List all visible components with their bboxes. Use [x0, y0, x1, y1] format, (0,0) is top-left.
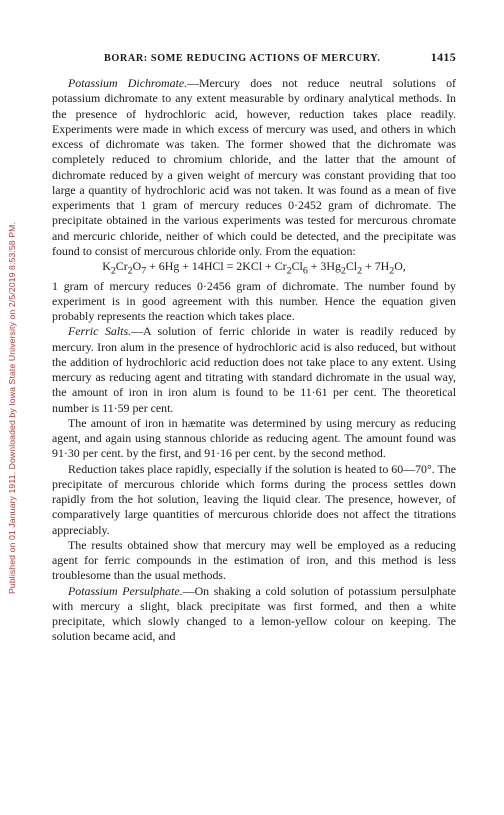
page-number: 1415 [430, 50, 456, 64]
paragraph-text-block [52, 462, 456, 538]
watermark-text: Published on 01 January 1911. Downloaded by Iowa State University on 2/5/2019 8:53:58 PM. [7, 221, 18, 594]
paragraph-text: —Mercury does not reduce neutral solutions of potassium dichromate to any extent measurable by ordinary analytical methods. In the presence of hydrochloric acid, however, reduction takes place readily. Experiments were made in which excess of mercury was used, and others in which excess of dichromate was taken. The former showed that the dichromate was completely reduced to chromium chloride, and the latter that the amount of dichromate reduced by a given weight of mercury was constant providing that too large a quantity of hydrochloric acid was not taken. It was found as a mean of five experiments that 1 gram of mercury reduces 0·2452 gram of dichromate. The precipitate obtained in the various experiments was tested for mercurous chromate and mercuric chloride, neither of which could be detected, and the precipitate was found to consist of mercurous chloride only. From the equation: [52, 76, 457, 258]
paragraph-text: The results obtained show that mercury may well be employed as a reducing agent for ferric compounds in the estimation of iron, and this method is less troublesome than the usual methods. [52, 537, 456, 583]
section-head-dichromate: Potassium Dichromate. [68, 76, 188, 90]
paragraph-text-block [52, 279, 456, 325]
download-watermark [2, 0, 22, 815]
paragraph-text-block [52, 416, 456, 462]
paragraph-text: —A solution of ferric chloride in water is readily reduced by mercury. Iron alum in the presence of hydrochloric acid is also reduced, but without the addition of hydrochloric acid reduction does not take place to any extent. Using mercury as reducing agent and titrating with standard dichromate in the usual way, the amount of iron in iron alum is found to be 11·61 per cent. The theoretical number is 11·59 per cent. [52, 324, 457, 415]
paragraph-dichromate [52, 76, 456, 259]
paragraph-ferric-salts [52, 324, 456, 416]
section-head-persulphate: Potassium Persulphate. [68, 583, 183, 598]
paragraph-text: 1 gram of mercury reduces 0·2456 gram of dichromate. The number found by experiment is in good agreement with this number. Hence the equation given probably represents the reaction which takes place. [52, 278, 456, 324]
paragraph-text: Reduction takes place rapidly, especially if the solution is heated to 60—70°. The precipitate of mercurous chloride which forms during the process settles down rapidly from the hot solution, leaving the liquid clear. The presence, however, of comparatively large quantities of mercurous chloride does not affect the titrations appreciably. [52, 461, 456, 537]
article-page [52, 50, 456, 645]
running-head [52, 50, 456, 65]
chemical-equation: $K_2Cr_2O_7 + 6Hg + 14HCl = 2KCl + Cr_2Cl_6 + 3Hg_2Cl_2 + 7H_2O$, [102, 259, 406, 277]
paragraph-text: The amount of iron in hæmatite was determined by using mercury as reducing agent, and again using stannous chloride as reducing agent. The amount found was 91·30 per cent. by the first, and 91·16 per cent. by the second method. [52, 415, 456, 461]
section-head-ferric: Ferric Salts. [68, 324, 132, 339]
paragraph-text: —On shaking a cold solution of potassium persulphate with mercury a slight, black precipitate was first formed, and then a white precipitate, which slowly changed to a lemon-yellow colour on keeping. The solution became acid, and [52, 583, 456, 644]
running-title: BORAR: SOME REDUCING ACTIONS OF MERCURY. [104, 53, 381, 64]
paragraph-persulphate [52, 584, 456, 645]
paragraph-text-block [52, 538, 456, 584]
